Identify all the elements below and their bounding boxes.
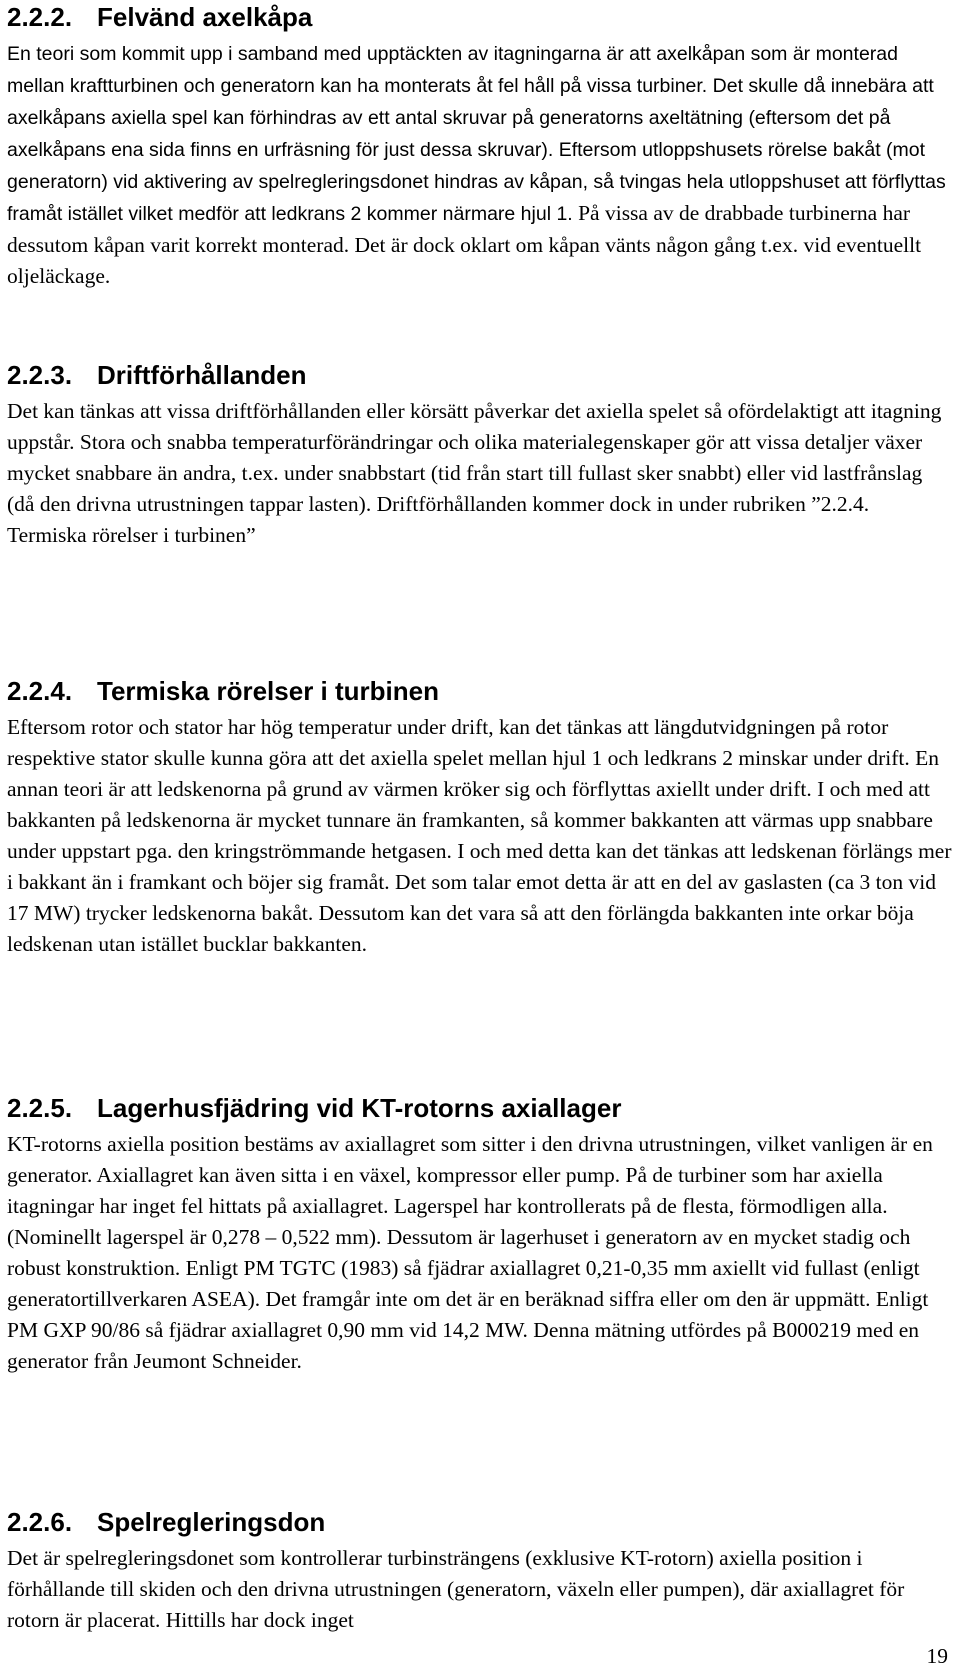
- section-heading: [7, 1093, 952, 1123]
- section-termiska-rorelser: [7, 676, 952, 960]
- section-number: 2.2.3.: [7, 360, 73, 390]
- paragraph-serif-run: På vissa av de drabbade turbinerna har dessutom kåpan varit korrekt monterad. Det är dock oklart om kåpan vänts någon gång t.ex. vid eventuellt oljeläckage.: [7, 201, 922, 288]
- section-felvand-axelkapa: [7, 2, 952, 292]
- section-heading: [7, 2, 952, 32]
- section-title: Termiska rörelser i turbinen: [97, 676, 439, 706]
- section-title: Lagerhusfjädring vid KT-rotorns axiallager: [97, 1093, 622, 1123]
- paragraph-sans-run: En teori som kommit upp i samband med upptäckten av itagningarna är att axelkåpan som är monterad mellan kraftturbinen och generatorn kan ha monterats åt fel håll på vissa turbiner. Det skulle då innebära att axelkåpans axiella spel kan förhindras av ett antal skruvar på generatorns axeltätning (eftersom det på axelkåpans ena sida finns en urfräsning för just dessa skruvar). Eftersom utloppshusets rörelse bakåt (mot generatorn) vid aktivering av spelregleringsdonet hindras av kåpan, så tvingas hela utloppshuset att förflyttas framåt istället vilket medför att ledkrans 2 kommer närmare hjul 1.: [7, 43, 946, 225]
- page-number: 19: [926, 1644, 948, 1668]
- section-lagerhusfjadring: [7, 1093, 952, 1377]
- section-paragraph: [7, 38, 952, 292]
- section-title: Felvänd axelkåpa: [97, 2, 313, 32]
- section-title: Driftförhållanden: [97, 360, 307, 390]
- section-paragraph: KT-rotorns axiella position bestäms av axiallagret som sitter i den drivna utrustningen, vilket vanligen är en generator. Axiallagret kan även sitta i en växel, kompressor eller pump. På de turbiner som har axiella itagningar har inget fel hittats på axiallagret. Lagerspel har kontrollerats på de flesta, förmodligen alla. (Nominellt lagerspel är 0,278 – 0,522 mm). Dessutom är lagerhuset i generatorn av en mycket stadig och robust konstruktion. Enligt PM TGTC (1983) så fjädrar axiallagret 0,21-0,35 mm axiellt vid fullast (enligt generatortillverkaren ASEA). Det framgår inte om det är en beräknad siffra eller om den är uppmätt. Enligt PM GXP 90/86 så fjädrar axiallagret 0,90 mm vid 14,2 MW. Denna mätning utfördes på B000219 med en generator från Jeumont Schneider.: [7, 1132, 933, 1373]
- section-paragraph: Det är spelregleringsdonet som kontrollerar turbinsträngens (exklusive KT-rotorn) axiella position i förhållande till skiden och den drivna utrustningen (generatorn, växeln eller pumpen), där axiallagret för rotorn är placerat. Hittills har dock inget: [7, 1546, 905, 1632]
- section-number: 2.2.2.: [7, 2, 73, 32]
- section-title: Spelregleringsdon: [97, 1507, 326, 1537]
- section-heading: [7, 360, 952, 390]
- section-paragraph: Det kan tänkas att vissa driftförhållanden eller körsätt påverkar det axiella spelet så ofördelaktigt att itagning uppstår. Stora och snabba temperaturförändringar och olika materialegenskaper gör att vissa detaljer växer mycket snabbare än andra, t.ex. under snabbstart (tid från start till fullast sker snabbt) eller vid lastfrånslag (då den drivna utrustningen tappar lasten). Driftförhållanden kommer dock in under rubriken ”2.2.4. Termiska rörelser i turbinen”: [7, 399, 942, 547]
- section-number: 2.2.4.: [7, 676, 73, 706]
- section-paragraph: Eftersom rotor och stator har hög temperatur under drift, kan det tänkas att längdutvidgningen på rotor respektive stator skulle kunna göra att det axiella spelet mellan hjul 1 och ledkrans 2 minskar under drift. En annan teori är att ledskenorna på grund av värmen kröker sig och förflyttas axiellt under drift. I och med att bakkanten på ledskenorna är mycket tunnare än framkanten, så kommer bakkanten att värmas upp snabbare under uppstart pga. den kringströmmande hetgasen. I och med detta kan det tänkas att ledskenan förlängs mer i bakkant än i framkant och böjer sig framåt. Det som talar emot detta är att en del av gaslasten (ca 3 ton vid 17 MW) trycker ledskenorna bakåt. Dessutom kan det vara så att den förlängda bakkanten inte orkar böja ledskenan utan istället bucklar bakkanten.: [7, 715, 952, 956]
- section-driftforhallanden: [7, 360, 952, 551]
- section-heading: [7, 676, 952, 706]
- section-heading: [7, 1507, 952, 1537]
- section-number: 2.2.5.: [7, 1093, 73, 1123]
- section-spelregleringsdon: [7, 1507, 952, 1636]
- section-number: 2.2.6.: [7, 1507, 73, 1537]
